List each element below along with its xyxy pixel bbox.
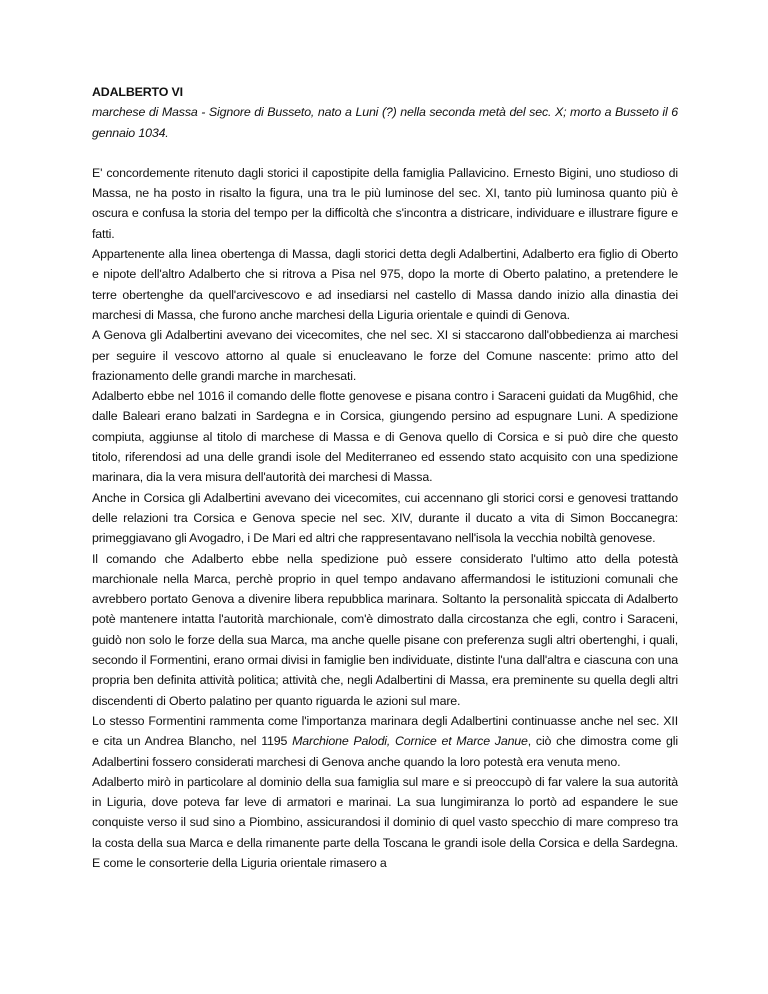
paragraph: Appartenente alla linea obertenga di Massa, dagli storici detta degli Adalbertini, Adalberto era figlio di Oberto e nipote dell'altro Adalberto che si ritrova a Pisa nel 975, dopo la morte di Oberto palatino, a pretendere le terre obertenghe da quell'arcivescovo e ad insediarsi nel castello di Massa dando inizio alla dinastia dei marchesi di Massa, che furono anche marchesi della Liguria orientale e quindi di Genova.	[92, 247, 678, 322]
paragraph-formentini	[92, 711, 678, 772]
paragraph: Adalberto ebbe nel 1016 il comando delle flotte genovese e pisana contro i Saraceni guidati da Mug6hid, che dalle Baleari erano balzati in Sardegna e in Corsica, giungendo persino ad espugnare Luni. A spedizione compiuta, aggiunse al titolo di marchese di Massa e di Genova quello di Corsica e si può dire che questo titolo, riferendosi ad una delle grandi isole del Mediterraneo ed essendo stato acquisito con una spedizione marinara, dia la vera misura dell'autorità dei marchesi di Massa.	[92, 389, 678, 485]
paragraph: Anche in Corsica gli Adalbertini avevano dei vicecomites, cui accennano gli storici corsi e genovesi trattando delle relazioni tra Corsica e Genova specie nel sec. XIV, durante il ducato a vita di Simon Boccanegra: primeggiavano gli Avogadro, i De Mari ed altri che rappresentavano nell'isola la vecchia nobiltà genovese.	[92, 490, 678, 546]
paragraph: A Genova gli Adalbertini avevano dei vicecomites, che nel sec. XI si staccarono dall'obbedienza ai marchesi per seguire il vescovo attorno al quale si enucleavano le forze del Comune nascente: primo atto del frazionamento delle grandi marche in marchesati.	[92, 328, 678, 383]
document-subtitle: marchese di Massa - Signore di Busseto, nato a Luni (?) nella seconda metà del sec. X; morto a Busseto il 6 gennaio 1034.	[92, 105, 678, 140]
paragraph: Il comando che Adalberto ebbe nella spedizione può essere considerato l'ultimo atto della potestà marchionale nella Marca, perchè proprio in quel tempo andavano affermandosi le istituzioni comunali che avrebbero portato Genova a divenire libera repubblica marinara. Soltanto la personalità spiccata di Adalberto potè mantenere intatta l'autorità marchionale, com'è dimostrato dalla circostanza che egli, contro i Saraceni, guidò non solo le forze della sua Marca, ma anche quelle pisane con preferenza sugli altri obertenghi, i quali, secondo il Formentini, erano ormai divisi in famiglie ben individuate, distinte l'una dall'altra e ciascuna con una propria ben definita attività politica; attività che, negli Adalbertini di Massa, era preminente su quella degli altri discendenti di Oberto palatino per quanto riguarda le azioni sul mare.	[92, 551, 678, 708]
italic-quote: Marchione Palodi, Cornice et Marce Janue	[292, 734, 528, 749]
paragraph: Adalberto mirò in particolare al dominio della sua famiglia sul mare e si preoccupò di far valere la sua autorità in Liguria, dove poteva far leve di armatori e marinai. La sua lungimiranza lo portò ad espandere le sue conquiste verso il sud sino a Piombino, assicurandosi il dominio di quel vasto specchio di mare compreso tra la costa della sua Marca e della rimanente parte della Toscana le grandi isole della Corsica e della Sardegna. E come le consorterie della Liguria orientale rimasero a	[92, 774, 678, 870]
document-page	[92, 82, 678, 873]
paragraph-text: Lo stesso Formentini rammenta come l'importanza marinara degli Adalbertini continuasse anche nel sec. XII e cita un Andrea Blancho, nel 1195	[92, 713, 678, 749]
document-title: ADALBERTO VI	[92, 85, 183, 99]
paragraph-text: , ciò che dimostra come gli Adalbertini fossero considerati marchesi di Genova anche quando la loro potestà era venuta meno.	[92, 734, 678, 769]
paragraph: E' concordemente ritenuto dagli storici il capostipite della famiglia Pallavicino. Ernesto Bigini, uno studioso di Massa, ne ha posto in risalto la figura, una tra le più luminose del sec. XI, tanto più luminosa quanto più è oscura e confusa la storia del tempo per la difficoltà che s'incontra a districare, individuare e illustrare figure e fatti.	[92, 165, 678, 241]
